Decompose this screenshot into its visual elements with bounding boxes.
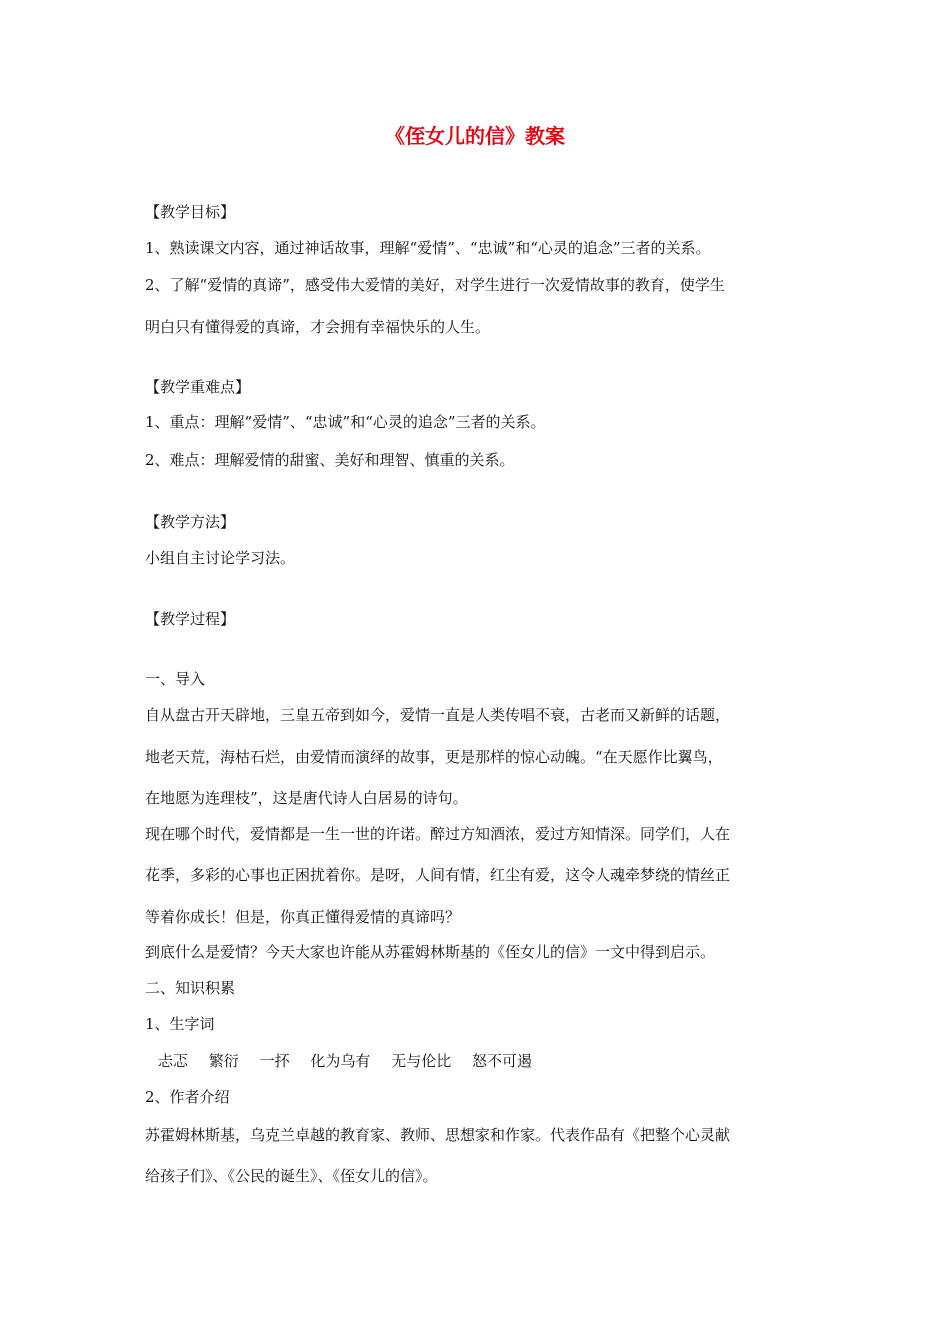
author-paragraph-a: 苏霍姆林斯基，乌克兰卓越的教育家、教师、思想家和作家。代表作品有《把整个心灵献 xyxy=(145,1126,731,1144)
vocab-word: 怒不可遏 xyxy=(471,1052,532,1070)
intro-paragraph-2c: 等着你成长！但是，你真正懂得爱情的真谛吗？ xyxy=(145,908,461,926)
key-point-2: 2、难点：理解爱情的甜蜜、美好和理智、慎重的关系。 xyxy=(145,451,515,469)
key-points-heading: 【教学重难点】 xyxy=(145,378,251,396)
vocab-word: 繁衍 xyxy=(208,1052,239,1070)
vocab-word: 化为乌有 xyxy=(310,1052,371,1070)
document-title: 《侄女儿的信》教案 xyxy=(385,124,565,148)
method-line-1: 小组自主讨论学习法。 xyxy=(145,549,296,567)
goals-line-1: 1、熟读课文内容，通过神话故事，理解“爱情”、“忠诚”和“心灵的追念”三者的关系。 xyxy=(145,239,711,257)
vocab-word: 一抔 xyxy=(259,1052,290,1070)
vocab-word: 无与伦比 xyxy=(391,1052,452,1070)
vocab-list xyxy=(158,1051,838,1071)
intro-heading: 一、导入 xyxy=(145,670,206,688)
intro-paragraph-1b: 地老天荒，海枯石烂，由爱情而演绎的故事，更是那样的惊心动魄。“在天愿作比翼鸟， xyxy=(145,748,723,766)
intro-paragraph-1c: 在地愿为连理枝”，这是唐代诗人白居易的诗句。 xyxy=(145,789,468,807)
knowledge-heading: 二、知识积累 xyxy=(145,979,236,997)
intro-paragraph-1a: 自从盘古开天辟地，三皇五帝到如今，爱情一直是人类传唱不衰，古老而又新鲜的话题， xyxy=(145,706,731,724)
vocab-word: 忐忑 xyxy=(158,1052,189,1070)
key-point-1: 1、重点：理解“爱情”、“忠诚”和“心灵的追念”三者的关系。 xyxy=(145,413,546,431)
author-heading: 2、作者介绍 xyxy=(145,1088,230,1106)
intro-paragraph-2a: 现在哪个时代，爱情都是一生一世的许诺。醉过方知酒浓，爱过方知情深。同学们，人在 xyxy=(145,825,731,843)
goals-line-2b: 明白只有懂得爱的真谛，才会拥有幸福快乐的人生。 xyxy=(145,318,491,336)
intro-paragraph-3: 到底什么是爱情？今天大家也许能从苏霍姆林斯基的《侄女儿的信》一文中得到启示。 xyxy=(145,943,716,961)
process-heading: 【教学过程】 xyxy=(145,610,236,628)
intro-paragraph-2b: 花季，多彩的心事也正困扰着你。是呀，人间有情，红尘有爱，这令人魂牵梦绕的情丝正 xyxy=(145,866,731,884)
goals-heading: 【教学目标】 xyxy=(145,203,236,221)
goals-line-2a: 2、了解“爱情的真谛”，感受伟大爱情的美好，对学生进行一次爱情故事的教育，使学生 xyxy=(145,276,725,294)
method-heading: 【教学方法】 xyxy=(145,513,236,531)
vocab-heading: 1、生字词 xyxy=(145,1015,215,1033)
author-paragraph-b: 给孩子们》、《公民的诞生》、《侄女儿的信》。 xyxy=(145,1167,438,1185)
